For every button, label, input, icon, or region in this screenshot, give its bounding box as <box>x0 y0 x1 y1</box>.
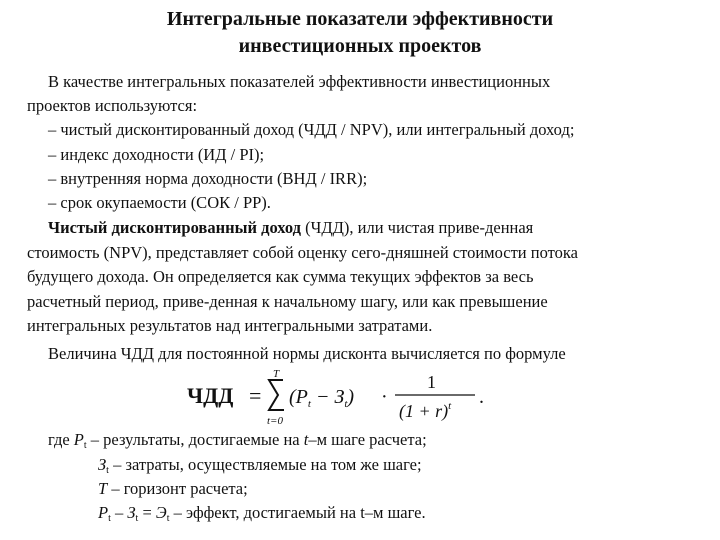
formula-numerator: 1 <box>427 372 436 392</box>
title-line-1: Интегральные показатели эффективности <box>166 8 554 30</box>
definition-line-4: расчетный период, приве-денная к начальному шагу, или как превышение <box>27 292 548 311</box>
definition-line-1 <box>48 218 533 238</box>
formula-lhs: ЧДД <box>187 383 234 408</box>
definition-line-3: будущего дохода. Он определяется как сумма текущих эффектов за весь <box>27 267 534 286</box>
list-item-irr: – внутренняя норма доходности (ВНД / IRR); <box>48 169 368 188</box>
where-horizon: T – горизонт расчета; <box>98 479 248 498</box>
slide-title <box>60 6 660 60</box>
definition-rest: (ЧДД), или чистая приве-денная <box>301 218 534 237</box>
where-effect: $Р_t - З_t = Э_t$ – эффект, достигаемый на t–м шаге. <box>98 503 426 524</box>
npv-formula <box>185 368 495 426</box>
list-item-npv: – чистый дисконтированный доход (ЧДД / NPV), или интегральный доход; <box>48 120 575 139</box>
formula-term: $(P_t - З_t)$ <box>289 386 355 410</box>
formula-equals: = <box>249 383 262 408</box>
intro-line-1: В качестве интегральных показателей эффективности инвестиционных <box>48 72 551 91</box>
list-item-pp: – срок окупаемости (СОК / PP). <box>48 193 271 212</box>
where-result: где $Р_t$ – результаты, достигаемые на t–м шаге расчета; <box>48 430 427 451</box>
definition-line-2: стоимость (NPV), представляет собой оценку сего-дняшней стоимости потока <box>27 243 578 262</box>
formula-denominator: $(1 + r)^t$ <box>399 400 452 421</box>
title-line-2: инвестиционных проектов <box>238 35 482 57</box>
definition-term: Чистый дисконтированный доход <box>48 218 302 237</box>
intro-line-2: проектов используются: <box>27 96 198 115</box>
formula-intro: Величина ЧДД для постоянной нормы дисконта вычисляется по формуле <box>48 344 566 363</box>
where-cost: $З_t$ – затраты, осуществляемые на том же шаге; <box>98 455 422 476</box>
formula-period: . <box>479 386 484 408</box>
formula-dot: · <box>381 386 388 408</box>
sum-lower-limit: t=0 <box>267 415 283 426</box>
list-item-pi: – индекс доходности (ИД / PI); <box>48 145 265 164</box>
sum-sign-icon <box>269 380 284 410</box>
definition-line-5: интегральных результатов над интегральными затратами. <box>27 316 433 335</box>
sum-upper-limit: T <box>273 368 280 380</box>
